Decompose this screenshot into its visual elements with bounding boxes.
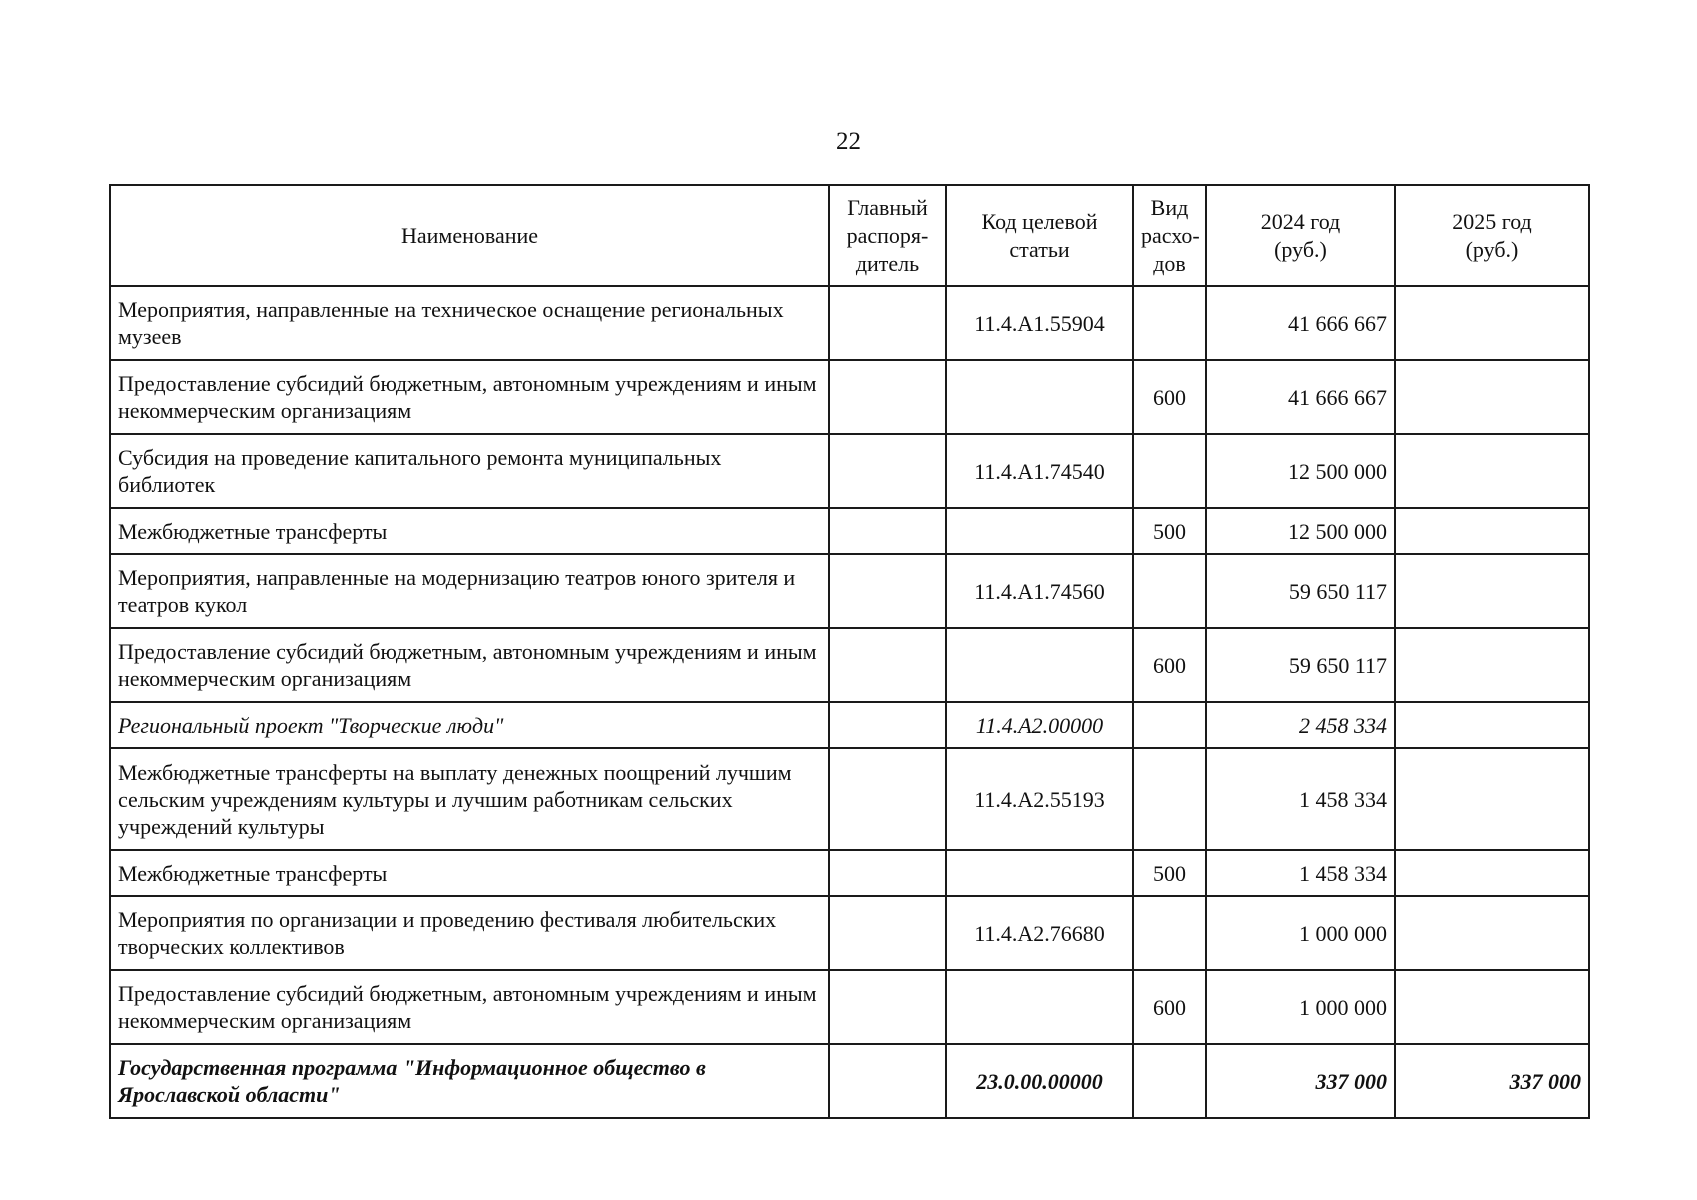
cell-code xyxy=(946,508,1133,554)
cell-code: 23.0.00.00000 xyxy=(946,1044,1133,1118)
table-row xyxy=(110,628,1589,702)
cell-name: Межбюджетные трансферты на выплату денежных поощрений лучшим сельским учреждениям культуры и лучшим работникам сельских учреждений культуры xyxy=(110,748,829,850)
cell-2025 xyxy=(1395,508,1589,554)
cell-code xyxy=(946,970,1133,1044)
cell-manager xyxy=(829,628,946,702)
cell-name: Предоставление субсидий бюджетным, автономным учреждениям и иным некоммерческим организациям xyxy=(110,970,829,1044)
cell-type: 500 xyxy=(1133,508,1206,554)
cell-name: Мероприятия, направленные на техническое оснащение региональных музеев xyxy=(110,286,829,360)
page-number: 22 xyxy=(836,128,861,155)
cell-code xyxy=(946,360,1133,434)
cell-2025 xyxy=(1395,360,1589,434)
header-type: Вид расхо- дов xyxy=(1133,185,1206,286)
cell-2024: 337 000 xyxy=(1206,1044,1395,1118)
table-row xyxy=(110,286,1589,360)
cell-code xyxy=(946,628,1133,702)
table-row xyxy=(110,434,1589,508)
cell-2024: 1 000 000 xyxy=(1206,896,1395,970)
cell-manager xyxy=(829,554,946,628)
cell-2025 xyxy=(1395,850,1589,896)
cell-2025 xyxy=(1395,748,1589,850)
cell-2024: 1 458 334 xyxy=(1206,850,1395,896)
cell-2024: 41 666 667 xyxy=(1206,360,1395,434)
cell-code: 11.4.А2.00000 xyxy=(946,702,1133,748)
cell-2024: 12 500 000 xyxy=(1206,508,1395,554)
header-code: Код целевой статьи xyxy=(946,185,1133,286)
cell-name: Государственная программа "Информационное общество в Ярославской области" xyxy=(110,1044,829,1118)
cell-type xyxy=(1133,1044,1206,1118)
cell-type: 500 xyxy=(1133,850,1206,896)
cell-2024: 1 000 000 xyxy=(1206,970,1395,1044)
cell-name: Субсидия на проведение капитального ремонта муниципальных библиотек xyxy=(110,434,829,508)
cell-name: Межбюджетные трансферты xyxy=(110,850,829,896)
table-row xyxy=(110,1044,1589,1118)
cell-2025 xyxy=(1395,702,1589,748)
cell-2024: 2 458 334 xyxy=(1206,702,1395,748)
cell-manager xyxy=(829,434,946,508)
cell-name: Мероприятия по организации и проведению фестиваля любительских творческих коллективов xyxy=(110,896,829,970)
cell-2025 xyxy=(1395,554,1589,628)
cell-type xyxy=(1133,896,1206,970)
cell-type: 600 xyxy=(1133,360,1206,434)
cell-manager xyxy=(829,896,946,970)
cell-type: 600 xyxy=(1133,970,1206,1044)
cell-2024: 59 650 117 xyxy=(1206,628,1395,702)
cell-name: Мероприятия, направленные на модернизацию театров юного зрителя и театров кукол xyxy=(110,554,829,628)
header-name: Наименование xyxy=(110,185,829,286)
cell-manager xyxy=(829,970,946,1044)
cell-manager xyxy=(829,1044,946,1118)
cell-type xyxy=(1133,434,1206,508)
table-row xyxy=(110,970,1589,1044)
cell-manager xyxy=(829,702,946,748)
cell-2025 xyxy=(1395,628,1589,702)
table-row xyxy=(110,748,1589,850)
cell-2024: 12 500 000 xyxy=(1206,434,1395,508)
cell-2024: 59 650 117 xyxy=(1206,554,1395,628)
budget-table xyxy=(109,184,1590,1119)
cell-name: Предоставление субсидий бюджетным, автономным учреждениям и иным некоммерческим организациям xyxy=(110,628,829,702)
table-row xyxy=(110,702,1589,748)
table-row xyxy=(110,360,1589,434)
cell-manager xyxy=(829,508,946,554)
cell-type xyxy=(1133,554,1206,628)
cell-2025 xyxy=(1395,896,1589,970)
cell-name: Региональный проект "Творческие люди" xyxy=(110,702,829,748)
table-row xyxy=(110,554,1589,628)
cell-code: 11.4.А2.76680 xyxy=(946,896,1133,970)
cell-type xyxy=(1133,702,1206,748)
header-2025: 2025 год (руб.) xyxy=(1395,185,1589,286)
cell-2025 xyxy=(1395,434,1589,508)
cell-name: Предоставление субсидий бюджетным, автономным учреждениям и иным некоммерческим организациям xyxy=(110,360,829,434)
table-row xyxy=(110,896,1589,970)
cell-code xyxy=(946,850,1133,896)
cell-code: 11.4.А1.74540 xyxy=(946,434,1133,508)
cell-2024: 1 458 334 xyxy=(1206,748,1395,850)
cell-2025 xyxy=(1395,970,1589,1044)
cell-2024: 41 666 667 xyxy=(1206,286,1395,360)
cell-type xyxy=(1133,286,1206,360)
cell-manager xyxy=(829,850,946,896)
header-manager: Главный распоря- дитель xyxy=(829,185,946,286)
table-row xyxy=(110,508,1589,554)
cell-2025: 337 000 xyxy=(1395,1044,1589,1118)
cell-code: 11.4.А1.74560 xyxy=(946,554,1133,628)
table-header-row xyxy=(110,185,1589,286)
cell-code: 11.4.А2.55193 xyxy=(946,748,1133,850)
cell-code: 11.4.А1.55904 xyxy=(946,286,1133,360)
cell-type: 600 xyxy=(1133,628,1206,702)
cell-manager xyxy=(829,286,946,360)
cell-type xyxy=(1133,748,1206,850)
cell-manager xyxy=(829,748,946,850)
cell-name: Межбюджетные трансферты xyxy=(110,508,829,554)
table-row xyxy=(110,850,1589,896)
cell-manager xyxy=(829,360,946,434)
header-2024: 2024 год (руб.) xyxy=(1206,185,1395,286)
cell-2025 xyxy=(1395,286,1589,360)
